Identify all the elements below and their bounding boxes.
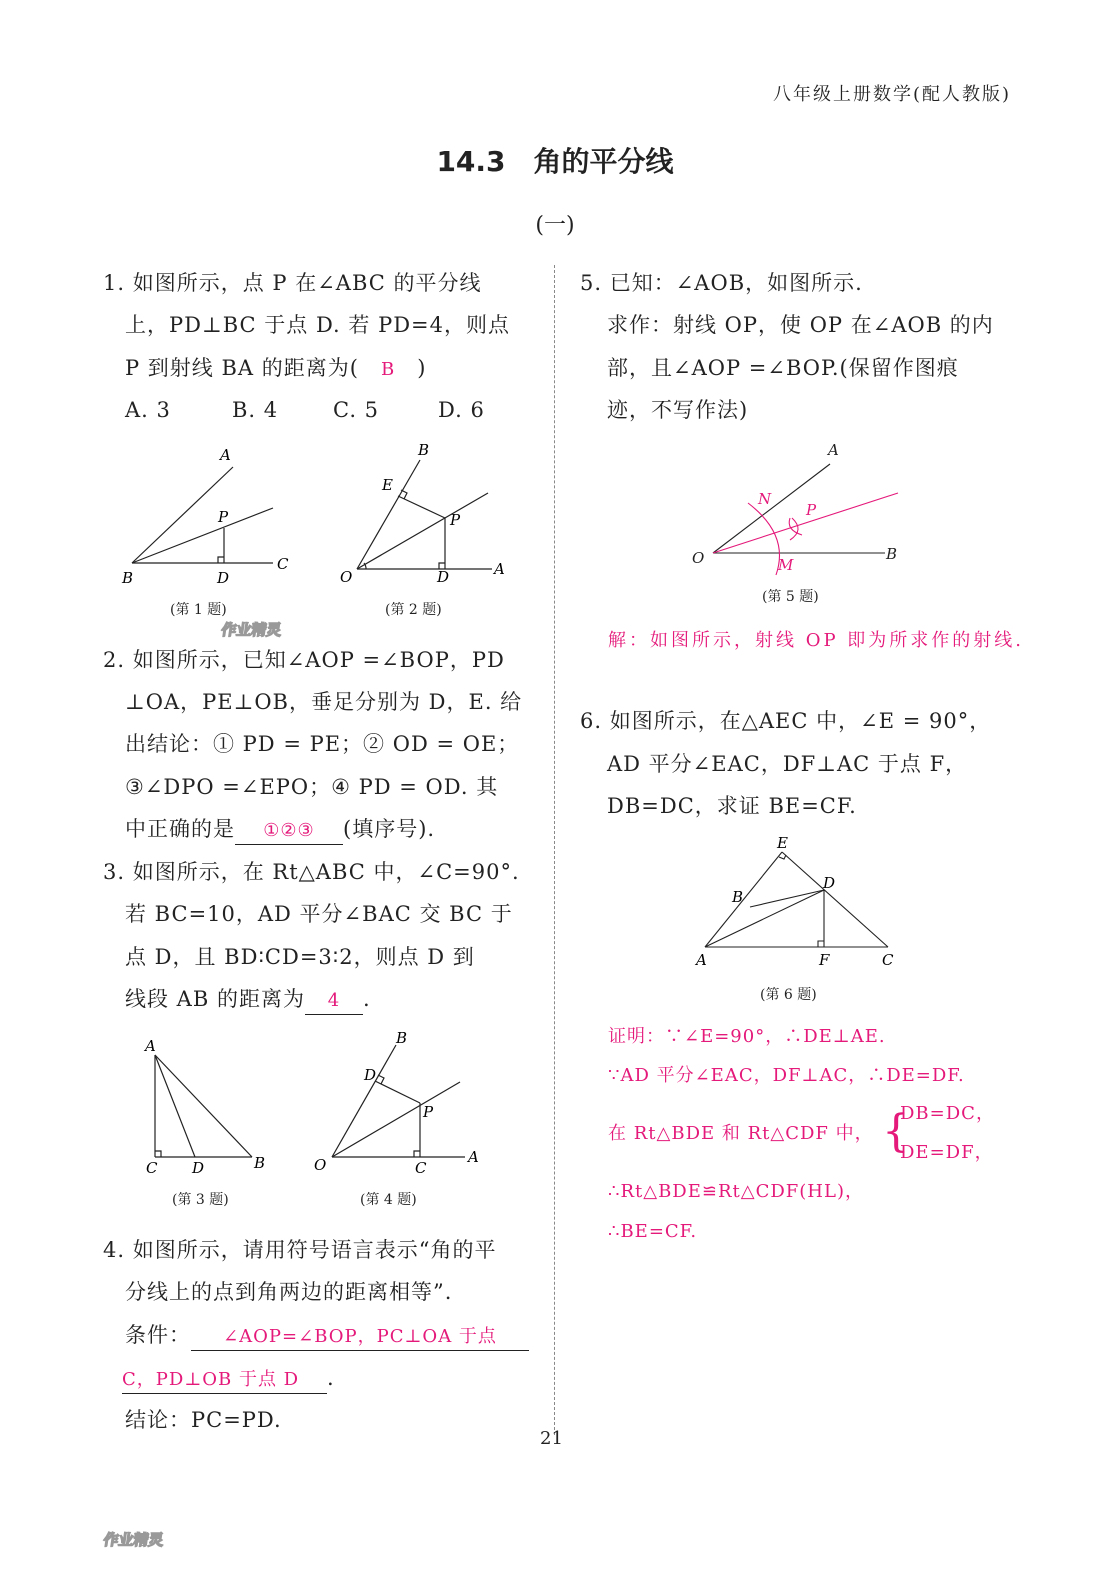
column-divider [554, 265, 555, 1435]
fig4-label-o: O [314, 1156, 327, 1174]
q2-line4: ③∠DPO =∠EPO；④ PD = OD. 其 [125, 775, 499, 799]
q1-text: P 到射线 BA 的距离为( [125, 356, 359, 380]
q4-line2: 分线上的点到角两边的距离相等”. [125, 1280, 453, 1304]
figure-1-and-2 [100, 430, 540, 600]
q4-conclusion: 结论：PC=PD. [125, 1408, 282, 1432]
fig4-label-c: C [415, 1159, 427, 1177]
fig1-label-c: C [277, 555, 289, 573]
fig5-label-n: N [758, 490, 772, 508]
fig6-label-c: C [882, 951, 894, 969]
figure-1 [132, 467, 273, 563]
q6-line3: DB=DC，求证 BE=CF. [607, 794, 857, 818]
q2-answer: ①②③ [235, 818, 343, 845]
fig2-caption: (第 2 题) [385, 602, 442, 618]
fig5-label-a: A [828, 441, 839, 459]
q4-condition-line2 [122, 1365, 335, 1394]
figure-3 [155, 1055, 252, 1157]
q2-line2: ⊥OA，PE⊥OB，垂足分别为 D，E. 给 [125, 690, 523, 714]
watermark-text-1: 作业精灵 [220, 621, 283, 639]
fig5-label-p: P [806, 501, 817, 519]
q1-option-a: A. 3 [125, 398, 171, 422]
q1-answer: B [380, 359, 396, 380]
q2-line5 [125, 816, 435, 845]
q4-line1: 4. 如图所示，请用符号语言表示“角的平 [103, 1238, 497, 1262]
fig1-label-a: A [220, 446, 231, 464]
q3-text-end: . [362, 987, 371, 1011]
q6-proof-cond1: DB=DC， [900, 1103, 995, 1124]
fig2-label-b: B [418, 441, 430, 459]
fig2-label-a: A [494, 560, 505, 578]
q1-option-b: B. 4 [232, 398, 279, 422]
fig4-label-b: B [396, 1029, 408, 1047]
figure-2 [357, 460, 492, 569]
q2-line3: 出结论：① PD = PE；② OD = OE； [125, 732, 520, 756]
fig2-label-p: P [450, 511, 461, 529]
q2-text: 中正确的是 [125, 817, 235, 841]
q3-text: 线段 AB 的距离为 [125, 987, 305, 1011]
fig6-label-e: E [777, 834, 788, 852]
q4-condition-answer-1: ∠AOP=∠BOP，PC⊥OA 于点 [191, 1324, 529, 1351]
q2-line1: 2. 如图所示，已知∠AOP =∠BOP，PD [103, 648, 505, 672]
q6-proof-line4: ∴Rt△BDE≌Rt△CDF(HL)， [608, 1181, 864, 1202]
fig3-label-b: B [254, 1154, 266, 1172]
fig6-label-f: F [819, 951, 830, 969]
q1-line3 [125, 355, 426, 383]
q6-proof-line5: ∴BE=CF. [608, 1221, 698, 1242]
fig6-label-a: A [696, 951, 707, 969]
q3-line4 [125, 986, 371, 1015]
fig3-label-c: C [146, 1159, 158, 1177]
fig4-label-p: P [423, 1103, 434, 1121]
section-title: 14.3 角的平分线 [436, 145, 674, 178]
fig1-label-p: P [218, 508, 229, 526]
fig2-label-d: D [437, 568, 450, 586]
fig1-caption: (第 1 题) [170, 602, 227, 618]
q6-line1: 6. 如图所示，在△AEC 中，∠E = 90°， [580, 709, 992, 733]
q4-condition-label: 条件： [125, 1323, 191, 1347]
q3-line1: 3. 如图所示，在 Rt△ABC 中，∠C=90°. [103, 860, 520, 884]
fig3-label-a: A [145, 1037, 156, 1055]
figure-3-and-4 [100, 1025, 540, 1185]
q6-proof-line3: 在 Rt△BDE 和 Rt△CDF 中， [608, 1123, 874, 1144]
fig5-label-m: M [778, 556, 794, 574]
q5-line2: 求作：射线 OP，使 OP 在∠AOB 的内 [607, 313, 994, 337]
section-subtitle: (一) [535, 213, 575, 238]
q6-line2: AD 平分∠EAC，DF⊥AC 于点 F， [607, 752, 968, 776]
q1-option-d: D. 6 [438, 398, 485, 422]
q4-condition [125, 1322, 529, 1351]
fig4-label-d: D [364, 1066, 377, 1084]
fig5-label-o: O [692, 549, 705, 567]
q4-condition-answer-2: C，PD⊥OB 于点 D [122, 1367, 327, 1394]
book-header: 八年级上册数学(配人教版) [772, 84, 1011, 105]
q5-line1: 5. 已知：∠AOB，如图所示. [580, 271, 863, 295]
q1-text-end: ) [417, 356, 427, 380]
q5-line4: 迹，不写作法) [607, 398, 749, 422]
q1-line1: 1. 如图所示，点 P 在∠ABC 的平分线 [103, 271, 482, 295]
q5-answer: 解：如图所示，射线 OP 即为所求作的射线. [608, 630, 1025, 651]
q6-proof-cond2: DE=DF， [900, 1142, 994, 1163]
q3-answer: 4 [305, 988, 363, 1015]
fig6-caption: (第 6 题) [760, 987, 817, 1003]
fig6-label-d: D [823, 874, 836, 892]
figure-4 [332, 1045, 465, 1157]
q2-text-end: (填序号). [343, 817, 436, 841]
q4-condition-end: . [327, 1366, 335, 1390]
fig5-caption: (第 5 题) [762, 589, 819, 605]
fig1-label-b: B [122, 569, 134, 587]
q1-line2: 上，PD⊥BC 于点 D. 若 PD=4，则点 [125, 313, 510, 337]
fig4-label-a: A [468, 1148, 479, 1166]
q3-line3: 点 D，且 BD∶CD=3∶2，则点 D 到 [125, 945, 475, 969]
figure-5 [680, 430, 940, 580]
q6-proof-line2: ∵AD 平分∠EAC，DF⊥AC，∴DE=DF. [608, 1065, 965, 1086]
fig3-label-d: D [192, 1159, 205, 1177]
q6-proof-line1: 证明：∵∠E=90°，∴DE⊥AE. [608, 1026, 886, 1047]
fig1-label-d: D [217, 569, 230, 587]
fig5-label-b: B [886, 545, 898, 563]
brace-icon: { [882, 1106, 910, 1157]
fig4-caption: (第 4 题) [360, 1192, 417, 1208]
q1-option-c: C. 5 [333, 398, 380, 422]
q5-line3: 部，且∠AOP =∠BOP.(保留作图痕 [607, 356, 959, 380]
fig2-label-o: O [340, 568, 353, 586]
fig2-label-e: E [382, 476, 393, 494]
page-number: 21 [540, 1428, 563, 1449]
q3-line2: 若 BC=10，AD 平分∠BAC 交 BC 于 [125, 902, 513, 926]
fig3-caption: (第 3 题) [172, 1192, 229, 1208]
fig6-label-b: B [732, 888, 744, 906]
watermark-text-2: 作业精灵 [102, 1531, 165, 1549]
figure-6 [690, 830, 910, 975]
